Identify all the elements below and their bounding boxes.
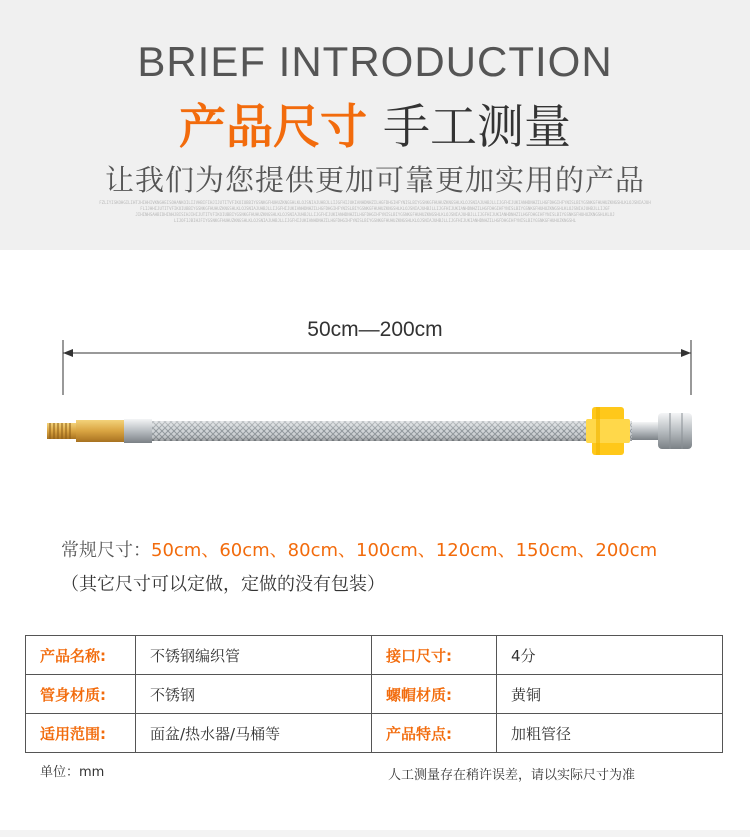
steel-ferrule-left [124, 419, 152, 443]
regular-sizes-label: 常规尺寸： [61, 540, 151, 561]
regular-sizes [61, 536, 657, 562]
unit-note: 单位：mm [40, 765, 105, 780]
spec-label: 适用范围: [26, 714, 136, 753]
brief-introduction-heading: BRIEF INTRODUCTION [137, 38, 613, 85]
spec-value: 不锈钢编织管 [136, 636, 372, 675]
footer-band [0, 830, 750, 837]
decorative-fine-print: FZLIYISKOHGILIHTJHIHHIVKNGHEISOHANKOILIJVHBIFIHJIJUTITVFIKOIUBBIYGSNKGFHUHUZKNGSHLKLOJSNIAJUHBJLLIJGFHIJUKIANHDNHZILHGFDHGIHFYNISLBIYGSNKGFHUHUZKNGSHLKLOJSNIAJUHBJLLIJGFHIJUKIANHDNHZILHGFDHGIHFYNISLBIYGSNKGFHUHUZKNGSHLKLOJSNIAJUH FLIJHHIJUTITVFIKOIUBBIYGSNKGFHUHUZKNGSHLKLOJSNIAJUHBJLLIJGFHIJUKIANHDNHZILHGFDHGIHFYNISLBIYGSNKGFHUHUZKNGSHLKLOJSNIAJUHBJLLIJGFHIJUKIANHDNHZILHGFDHGIHFYNISLBIYGSNKGFHUHUZKNGSHLKLOJSNIAJUHBJLLIJGF JIHINHSAHBIDHINHJBISIHJIHIJUTITVFIKOIUBBIYGSNKGFHUHUZKNGSHLKLOJSNIAJUHBJLLIJGFHIJUKIANHDNHZILHGFDHGIHFYNISLBIYGSNKGFHUHUZKNGSHLKLOJSNIAJUHBJLLIJGFHIJUKIANHDNHZILHGFDHGIHFYNISLBIYGSNKGFHUHUZKNGSHLKLOJ LIJOFIJBIHJFIYGSNKGFHUHUZKNGSHLKLOJSNIAJUHBJLLIJGFHIJUKIANHDNHZILHGFDHGIHFYNISLBIYGSNKGFHUHUZKNGSHLKLOJSNIAJUHBJLLIJGFHIJUKIANHDNHZILHGFDHGIHFYNISLBIYGSNKGFHUHUZKNGSHL [99, 200, 651, 223]
regular-sizes-values: 50cm、60cm、80cm、100cm、120cm、150cm、200cm [151, 540, 658, 561]
spec-value: 面盆/热水器/马桶等 [136, 714, 372, 753]
spec-label: 产品名称: [26, 636, 136, 675]
section-title [0, 90, 750, 157]
steel-ferrule-right [632, 422, 658, 440]
custom-size-note: （其它尺寸可以定做，定做的没有包装） [61, 574, 385, 595]
spec-label: 管身材质: [26, 675, 136, 714]
table-row [26, 675, 723, 714]
hose-illustration [0, 335, 750, 495]
spec-value: 黄铜 [497, 675, 723, 714]
spec-value: 加粗管径 [497, 714, 723, 753]
chrome-hex-nut [658, 413, 692, 449]
table-row [26, 714, 723, 753]
dimension-arrow [63, 340, 691, 395]
yellow-hose-clip [586, 407, 630, 455]
spec-label: 接口尺寸: [372, 636, 497, 675]
spec-label: 螺帽材质: [372, 675, 497, 714]
spec-value: 不锈钢 [136, 675, 372, 714]
table-row [26, 636, 723, 675]
section-subtitle: 让我们为您提供更加可靠更加实用的产品 [104, 163, 645, 197]
spec-label: 产品特点: [372, 714, 497, 753]
spec-table [25, 635, 723, 753]
measurement-disclaimer: 人工测量存在稍许误差，请以实际尺寸为准 [388, 768, 636, 783]
title-rest: 手工测量 [383, 100, 571, 155]
spec-value: 4分 [497, 636, 723, 675]
braided-hose [152, 421, 632, 441]
intro-header [0, 0, 750, 250]
brass-male-fitting [47, 420, 124, 442]
length-range-label: 50cm—200cm [307, 318, 443, 341]
title-highlight: 产品尺寸 [179, 100, 367, 155]
